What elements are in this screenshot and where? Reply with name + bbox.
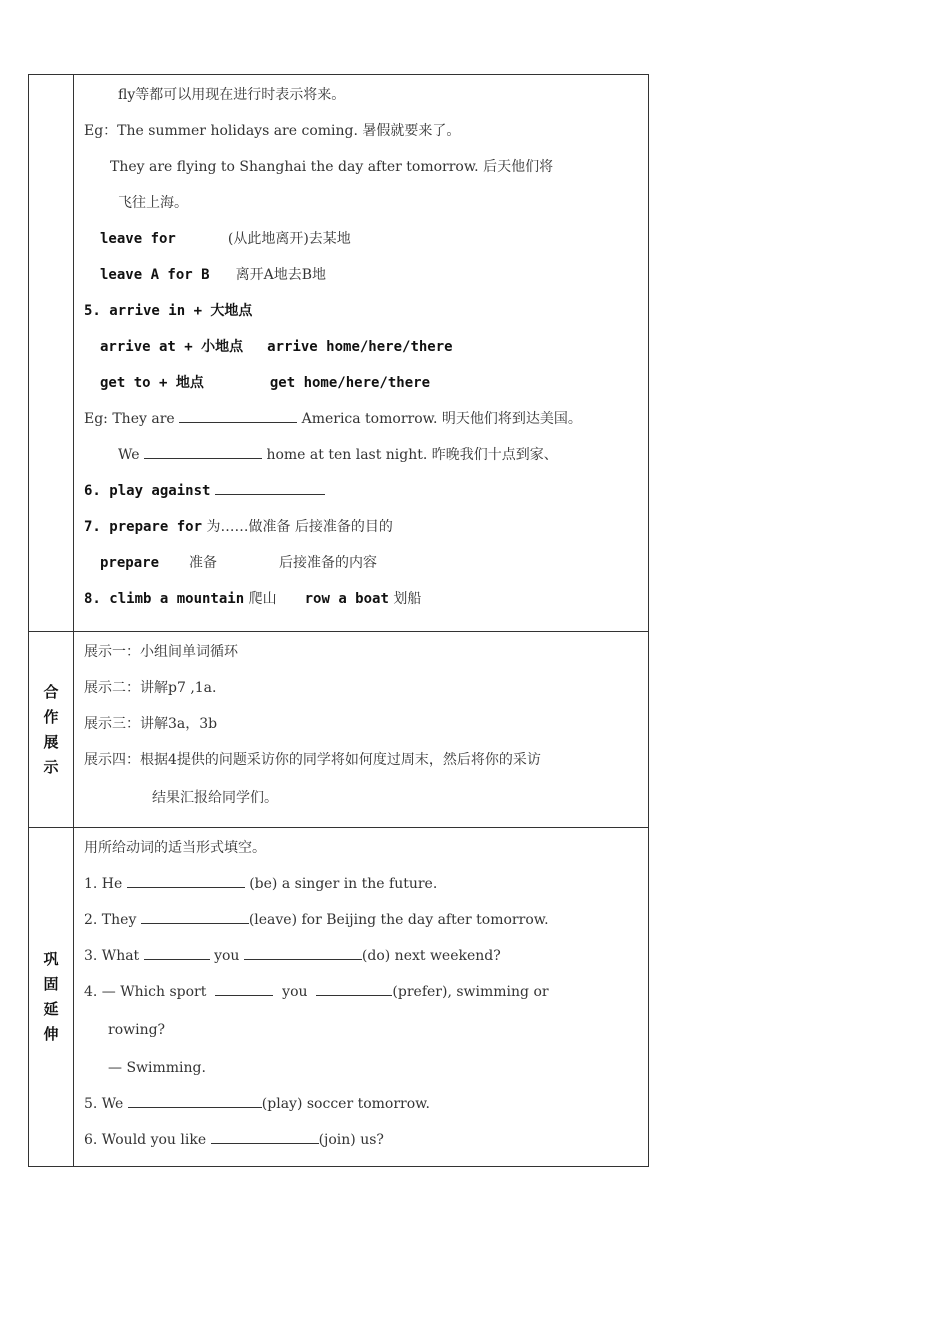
phrase-get-to: get to + 地点 xyxy=(100,375,204,391)
meaning-leave-for: (从此地离开)去某地 xyxy=(227,231,351,247)
exercise-3-mid: you xyxy=(214,948,240,964)
answer-blank[interactable] xyxy=(141,909,249,924)
exercise-4-cont: rowing? xyxy=(108,1022,166,1038)
note-arrive-at xyxy=(84,329,648,365)
example-3-start: Eg: They are xyxy=(84,411,175,427)
phrase-arrive-at: arrive at + 小地点 xyxy=(100,339,244,355)
meaning-prepare-for: 为……做准备 后接准备的目的 xyxy=(206,519,393,535)
exercise-4-answer: — Swimming. xyxy=(108,1060,206,1076)
exercise-6 xyxy=(84,1122,648,1158)
meaning-row-boat: 划船 xyxy=(393,591,422,607)
exercise-2 xyxy=(84,902,648,938)
example-4-start: We xyxy=(118,447,140,463)
presentation-content xyxy=(74,632,649,828)
note-example-4 xyxy=(84,437,648,473)
exercise-instruction: 用所给动词的适当形式填空。 xyxy=(84,840,266,856)
note-climb-row xyxy=(84,581,648,617)
worksheet-page xyxy=(28,74,649,1167)
grammar-notes-row xyxy=(29,75,649,632)
exercise-1-end: (be) a singer in the future. xyxy=(249,876,438,892)
phrase-arrive-home: arrive home/here/there xyxy=(267,339,453,355)
note-example-3 xyxy=(84,401,648,437)
consolidation-label: 巩固延伸 xyxy=(43,950,59,1043)
worksheet-table xyxy=(28,74,649,1167)
exercise-4-end: (prefer), swimming or xyxy=(392,984,549,1000)
exercise-4 xyxy=(84,974,648,1010)
exercise-2-end: (leave) for Beijing the day after tomorrow. xyxy=(248,912,549,928)
presentation-item-4: 展示四：根据4提供的问题采访你的同学将如何度过周末，然后将你的采访 xyxy=(84,752,541,768)
meaning-leave-a-for-b: 离开A地去B地 xyxy=(235,267,326,283)
presentation-item-2: 展示二：讲解p7 ,1a. xyxy=(84,680,217,696)
note-example-1: Eg：The summer holidays are coming. 暑假就要来了。 xyxy=(84,123,461,139)
presentation-item-4-cont: 结果汇报给同学们。 xyxy=(152,790,278,806)
note-prepare xyxy=(84,545,648,581)
grammar-notes-label-cell xyxy=(29,75,74,632)
exercise-4-mid: you xyxy=(282,984,308,1000)
consolidation-label-cell xyxy=(29,828,74,1167)
answer-blank[interactable] xyxy=(316,981,392,996)
grammar-notes-content xyxy=(74,75,649,632)
exercise-2-start: 2. They xyxy=(84,912,137,928)
answer-blank[interactable] xyxy=(211,1129,319,1144)
phrase-get-home: get home/here/there xyxy=(269,375,431,391)
exercise-1-start: 1. He xyxy=(84,876,123,892)
example-3-end: America tomorrow. 明天他们将到达美国。 xyxy=(301,411,582,427)
phrase-arrive-in: 5. arrive in + 大地点 xyxy=(84,303,253,319)
note-play-against xyxy=(84,473,648,509)
phrase-leave-for: leave for xyxy=(100,231,176,247)
answer-blank[interactable] xyxy=(215,981,273,996)
example-4-end: home at ten last night. 昨晚我们十点到家、 xyxy=(266,447,558,463)
phrase-play-against: 6. play against xyxy=(84,483,211,499)
meaning-prepare: 准备 xyxy=(189,555,218,571)
exercise-5 xyxy=(84,1086,648,1122)
exercise-6-start: 6. Would you like xyxy=(84,1132,207,1148)
answer-blank[interactable] xyxy=(244,945,362,960)
note-example-2-cont: 飞往上海。 xyxy=(118,195,188,211)
phrase-climb-mountain: 8. climb a mountain xyxy=(84,591,245,607)
exercise-6-end: (join) us? xyxy=(318,1132,384,1148)
exercise-3-start: 3. What xyxy=(84,948,140,964)
blank-field xyxy=(144,444,262,459)
consolidation-row xyxy=(29,828,649,1167)
note-get-to xyxy=(84,365,648,401)
meaning-climb-mountain: 爬山 xyxy=(248,591,277,607)
exercise-5-start: 5. We xyxy=(84,1096,124,1112)
note-example-2: They are flying to Shanghai the day after tomorrow. 后天他们将 xyxy=(110,159,554,175)
phrase-prepare-for: 7. prepare for xyxy=(84,519,203,535)
presentation-item-3: 展示三：讲解3a，3b xyxy=(84,716,218,732)
answer-blank[interactable] xyxy=(127,873,245,888)
presentation-label: 合作展示 xyxy=(43,682,59,776)
consolidation-content xyxy=(74,828,649,1167)
note-leave-for xyxy=(84,221,648,257)
exercise-3 xyxy=(84,938,648,974)
meaning-prepare-note: 后接准备的内容 xyxy=(279,555,378,571)
phrase-prepare: prepare xyxy=(100,555,160,571)
exercise-1 xyxy=(84,866,648,902)
note-leave-a-for-b xyxy=(84,257,648,293)
note-arrive-in xyxy=(84,293,648,329)
note-prepare-for xyxy=(84,509,648,545)
answer-blank[interactable] xyxy=(144,945,210,960)
answer-blank[interactable] xyxy=(128,1093,262,1108)
exercise-3-end: (do) next weekend? xyxy=(361,948,501,964)
presentation-label-cell xyxy=(29,632,74,828)
phrase-row-boat: row a boat xyxy=(304,591,389,607)
phrase-leave-a-for-b: leave A for B xyxy=(100,267,210,283)
exercise-5-end: (play) soccer tomorrow. xyxy=(261,1096,430,1112)
blank-field xyxy=(215,480,325,495)
presentation-item-1: 展示一：小组间单词循环 xyxy=(84,644,238,660)
note-line-1: fly等都可以用现在进行时表示将来。 xyxy=(118,87,346,103)
presentation-row xyxy=(29,632,649,828)
exercise-4-start: 4. — Which sport xyxy=(84,984,207,1000)
blank-field xyxy=(179,408,297,423)
